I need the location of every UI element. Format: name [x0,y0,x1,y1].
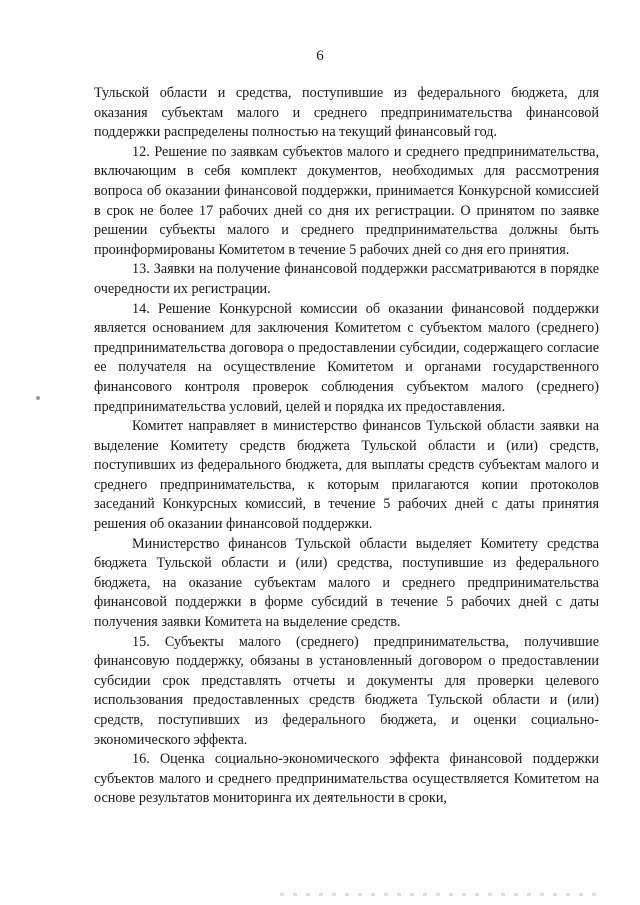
paragraph-item-12: 12. Решение по заявкам субъектов малого и среднего предпринимательства, включающим в себя комплект документов, необходимых для рассмотрения вопроса об оказании финансовой поддержки, принимается Конкурсной комиссией в срок не более 17 рабочих дней со дня их регистрации. О принятом по заявке решении субъекты малого и среднего предпринимательства должны быть проинформированы Комитетом в течение 5 рабочих дней со дня его принятия. [94,143,599,258]
paragraph-item-16: 16. Оценка социально-экономического эффекта финансовой поддержки субъектов малого и среднего предпринимательства осуществляется Комитетом на основе результатов мониторинга их деятельности в сроки, [94,751,599,807]
paragraph-ministry-allocation: Министерство финансов Тульской области выделяет Комитету средства бюджета Тульской области и (или) средства, поступившие из федерального бюджета, на оказание субъектам малого и среднего предпринимательства финансовой поддержки в форме субсидий в течение 5 рабочих дней с даты получения заявки Комитета на выделение средств. [94,535,599,631]
paragraph-continuation: Тульской области и средства, поступившие из федерального бюджета, для оказания субъектам малого и среднего предпринимательства финансовой поддержки распределены полностью на текущий финансовый год. [94,85,599,141]
paragraph-item-14: 14. Решение Конкурсной комиссии об оказании финансовой поддержки является основанием для заключения Комитетом с субъектом малого (среднего) предпринимательства договора о предоставлении субсидии, содержащего согласие ее получателя на осуществление Комитетом и органами государственного финансового контроля проверок соблюдения субъектом малого (среднего) предпринимательства условий, целей и порядка их предоставления. [94,300,599,415]
document-body [94,84,599,809]
paragraph-item-15: 15. Субъекты малого (среднего) предпринимательства, получившие финансовую поддержку, обязаны в установленный договором о предоставлении субсидии срок представлять отчеты и документы для проверки целевого использования предоставленных средств бюджета Тульской области и (или) средств, поступивших из федерального бюджета, и оценки социально-экономического эффекта. [94,633,599,748]
page-number: 6 [316,48,324,64]
scan-dot [36,396,40,400]
scan-noise [280,893,600,896]
paragraph-committee-request: Комитет направляет в министерство финансов Тульской области заявки на выделение Комитету средств бюджета Тульской области и (или) средств, поступивших из федерального бюджета, для выплаты средств субъектам малого и среднего предпринимательства, к которым прилагаются копии протоколов заседаний Конкурсных комиссий, в течение 5 рабочих дней с даты принятия решения об оказании финансовой поддержки. [94,418,599,533]
paragraph-item-13: 13. Заявки на получение финансовой поддержки рассматриваются в порядке очередности их регистрации. [94,261,599,297]
